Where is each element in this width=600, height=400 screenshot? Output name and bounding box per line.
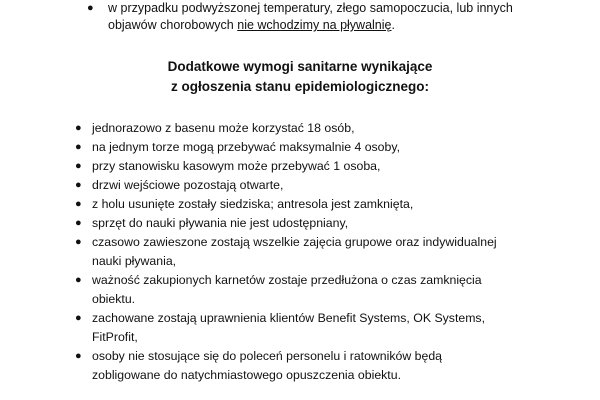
bullet-icon: ● [87,2,94,14]
bullet-icon: ● [75,312,82,324]
requirement-item [75,309,545,347]
requirement-text: FitProfit, [92,330,138,344]
health-notice-prefix: objawów chorobowych [108,18,238,32]
requirement-text: drzwi wejściowe pozostają otwarte, [92,178,284,192]
bullet-icon: ● [75,179,82,191]
requirement-item [75,119,545,138]
requirement-item [75,195,545,214]
no-entry-underlined-text: nie wchodzimy na pływalnię [237,18,392,32]
requirement-item [75,214,545,233]
requirement-text: czasowo zawieszone zostają wszelkie zajęcia grupowe oraz indywidualnej [92,235,497,249]
requirement-text: sprzęt do nauki pływania nie jest udostępniany, [92,216,349,230]
bullet-icon: ● [75,198,82,210]
bullet-icon: ● [75,160,82,172]
health-notice-item [80,0,520,34]
requirement-item [75,271,545,309]
requirement-text: osoby nie stosujące się do poleceń personelu i ratowników będą [92,349,442,363]
section-heading-line-1: Dodatkowe wymogi sanitarne wynikające [167,59,433,74]
health-notice-list [80,0,520,34]
health-notice-line-2 [108,17,520,34]
requirement-item [75,176,545,195]
section-heading-line-2: z ogłoszenia stanu epidemiologicznego: [170,79,430,94]
sanitary-requirements-list [75,119,545,385]
bullet-icon: ● [75,122,82,134]
requirement-item [75,157,545,176]
requirement-item [75,347,545,385]
requirement-text: zobligowane do natychmiastowego opuszczenia obiektu. [92,368,401,382]
requirement-text: jednorazowo z basenu może korzystać 18 osób, [92,121,355,135]
requirement-text: obiektu. [92,292,136,306]
requirement-text: na jednym torze mogą przebywać maksymalnie 4 osoby, [92,140,401,154]
bullet-icon: ● [75,217,82,229]
section-heading [0,57,600,97]
bullet-icon: ● [75,350,82,362]
requirement-text: ważność zakupionych karnetów zostaje przedłużona o czas zamknięcia [92,273,482,287]
bullet-icon: ● [75,274,82,286]
bullet-icon: ● [75,236,82,248]
requirement-text: nauki pływania, [92,254,177,268]
health-notice-line-1: w przypadku podwyższonej temperatury, złego samopoczucia, lub innych [108,1,513,15]
requirement-item [75,138,545,157]
requirement-text: przy stanowisku kasowym może przebywać 1 osoba, [92,159,381,173]
requirement-text: z holu usunięte zostały siedziska; antresola jest zamknięta, [92,197,414,211]
health-notice-suffix: . [391,18,395,32]
requirement-text: zachowane zostają uprawnienia klientów Benefit Systems, OK Systems, [92,311,486,325]
bullet-icon: ● [75,141,82,153]
requirement-item [75,233,545,271]
